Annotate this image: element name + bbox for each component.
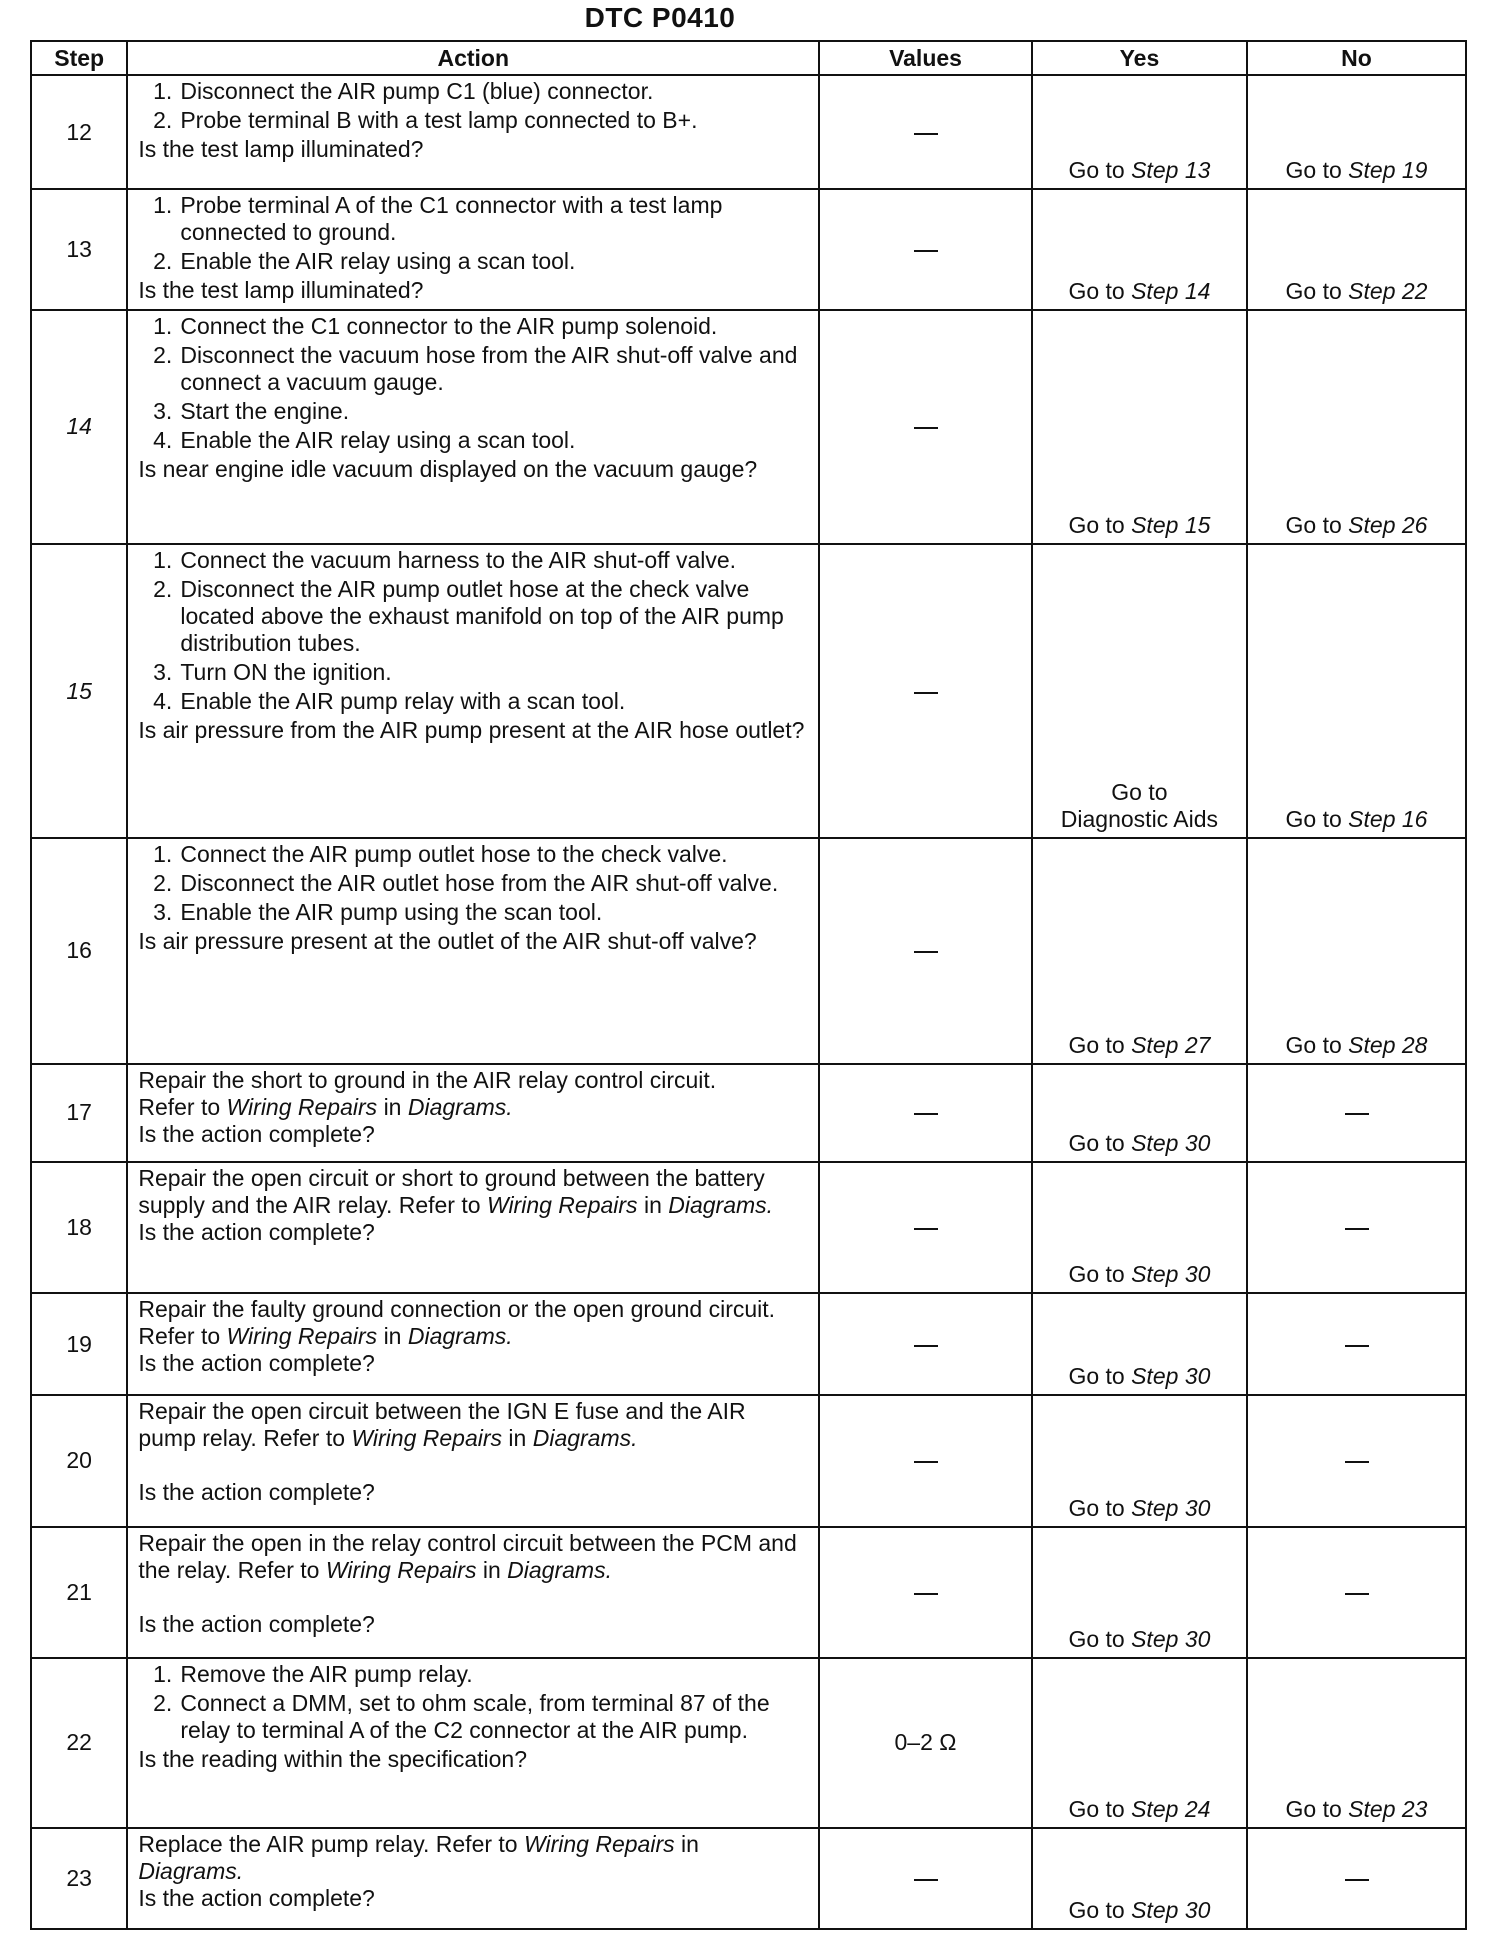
step-number: 12 xyxy=(31,75,127,189)
no-cell: Go to Step 28 xyxy=(1247,838,1466,1063)
table-row xyxy=(31,1828,1466,1929)
question: Is near engine idle vacuum displayed on the vacuum gauge? xyxy=(138,455,758,482)
no-cell: Go to Step 26 xyxy=(1247,310,1466,545)
list-item: 2. Disconnect the AIR outlet hose from the AIR shut-off valve. xyxy=(153,870,779,897)
action-text: Repair the faulty ground connection or the open ground circuit. Refer to Wiring Repairs in Diagrams. xyxy=(138,1296,776,1350)
list-item: 3. Turn ON the ignition. xyxy=(153,659,392,686)
value-cell xyxy=(819,1162,1032,1293)
action-cell xyxy=(127,1527,819,1658)
table-row xyxy=(31,544,1466,838)
action-cell xyxy=(127,1828,819,1929)
value-cell xyxy=(819,544,1032,838)
table-row xyxy=(31,1162,1466,1293)
dash-icon xyxy=(914,951,938,953)
no-cell: Go to Step 19 xyxy=(1247,75,1466,189)
list-item: 4. Enable the AIR relay using a scan tool. xyxy=(153,426,576,453)
dash-icon xyxy=(1345,1228,1369,1230)
step-number: 16 xyxy=(31,838,127,1063)
action-text: Repair the open circuit or short to ground between the battery supply and the AIR relay. Refer to Wiring Repairs in Diagrams. xyxy=(138,1164,774,1218)
no-cell: Go to Step 23 xyxy=(1247,1658,1466,1828)
list-item: 1. Connect the AIR pump outlet hose to the check valve. xyxy=(153,841,728,868)
yes-cell: Go to Step 27 xyxy=(1032,838,1247,1063)
list-item: 1. Remove the AIR pump relay. xyxy=(153,1660,473,1687)
question: Is the action complete? xyxy=(138,1884,375,1911)
no-cell xyxy=(1247,1064,1466,1162)
list-item: 1. Connect the C1 connector to the AIR pump solenoid. xyxy=(153,312,718,339)
value-cell xyxy=(819,75,1032,189)
question: Is air pressure present at the outlet of the AIR shut-off valve? xyxy=(138,928,757,955)
no-cell xyxy=(1247,1395,1466,1526)
dash-icon xyxy=(914,1113,938,1115)
list-item: 2. Probe terminal B with a test lamp connected to B+. xyxy=(153,107,698,133)
step-number: 20 xyxy=(31,1395,127,1526)
list-item: 1. Probe terminal A of the C1 connector with a test lamp connected to ground. xyxy=(153,192,723,246)
header-yes: Yes xyxy=(1032,41,1247,75)
dash-icon xyxy=(914,133,938,135)
value-cell xyxy=(819,1293,1032,1395)
question: Is the action complete? xyxy=(138,1350,375,1377)
list-item: 4. Enable the AIR pump relay with a scan tool. xyxy=(153,688,626,715)
table-row xyxy=(31,310,1466,545)
list-item: 2. Enable the AIR relay using a scan tool. xyxy=(153,248,576,275)
step-number: 22 xyxy=(31,1658,127,1828)
list-item: 1. Connect the vacuum harness to the AIR shut-off valve. xyxy=(153,547,737,574)
diagnostic-table xyxy=(30,40,1467,1930)
dash-icon xyxy=(914,692,938,694)
yes-cell: Go to Diagnostic Aids xyxy=(1032,544,1247,838)
page-title: DTC P0410 xyxy=(584,2,736,33)
dash-icon xyxy=(914,1879,938,1881)
value-cell xyxy=(819,1395,1032,1526)
action-text: Replace the AIR pump relay. Refer to Wiring Repairs in Diagrams. xyxy=(138,1830,699,1884)
list-item: 2. Connect a DMM, set to ohm scale, from terminal 87 of the relay to terminal A of the C2 connector at the AIR pump. xyxy=(153,1689,770,1743)
dash-icon xyxy=(914,1461,938,1463)
no-cell xyxy=(1247,1527,1466,1658)
yes-cell: Go to Step 30 xyxy=(1032,1293,1247,1395)
value-cell xyxy=(819,310,1032,545)
step-number: 13 xyxy=(31,189,127,309)
step-number: 18 xyxy=(31,1162,127,1293)
step-number: 14 xyxy=(31,310,127,545)
action-cell xyxy=(127,1064,819,1162)
step-number: 21 xyxy=(31,1527,127,1658)
yes-cell: Go to Step 30 xyxy=(1032,1064,1247,1162)
step-number: 23 xyxy=(31,1828,127,1929)
header-action: Action xyxy=(127,41,819,75)
action-cell xyxy=(127,544,819,838)
yes-cell: Go to Step 13 xyxy=(1032,75,1247,189)
table-row xyxy=(31,1395,1466,1526)
list-item: 3. Enable the AIR pump using the scan tool. xyxy=(153,899,603,926)
table-row xyxy=(31,1064,1466,1162)
action-text: Repair the open circuit between the IGN E fuse and the AIR pump relay. Refer to Wiring Repairs in Diagrams. xyxy=(138,1398,746,1452)
action-cell xyxy=(127,1162,819,1293)
dash-icon xyxy=(914,1345,938,1347)
yes-cell: Go to Step 30 xyxy=(1032,1527,1247,1658)
no-cell: Go to Step 22 xyxy=(1247,189,1466,309)
list-item: 2. Disconnect the vacuum hose from the AIR shut-off valve and connect a vacuum gauge. xyxy=(153,341,798,395)
action-cell xyxy=(127,189,819,309)
action-cell xyxy=(127,838,819,1063)
question: Is the action complete? xyxy=(138,1610,375,1637)
dash-icon xyxy=(914,1228,938,1230)
action-text: Repair the open in the relay control circuit between the PCM and the relay. Refer to Wiring Repairs in Diagrams. xyxy=(138,1529,797,1583)
action-cell xyxy=(127,1293,819,1395)
question: Is the action complete? xyxy=(138,1218,375,1245)
table-row xyxy=(31,1658,1466,1828)
dash-icon xyxy=(1345,1593,1369,1595)
dash-icon xyxy=(1345,1345,1369,1347)
list-item: 2. Disconnect the AIR pump outlet hose at the check valve located above the exhaust manifold on top of the AIR pump distribution tubes. xyxy=(153,576,784,657)
list-item: 1. Disconnect the AIR pump C1 (blue) connector. xyxy=(153,78,654,104)
action-cell xyxy=(127,310,819,545)
dash-icon xyxy=(914,1593,938,1595)
no-cell xyxy=(1247,1828,1466,1929)
step-number: 17 xyxy=(31,1064,127,1162)
dash-icon xyxy=(1345,1879,1369,1881)
action-cell xyxy=(127,1658,819,1828)
question: Is air pressure from the AIR pump present at the AIR hose outlet? xyxy=(138,717,805,744)
header-values: Values xyxy=(819,41,1032,75)
no-cell: Go to Step 16 xyxy=(1247,544,1466,838)
value-cell: 0–2 Ω xyxy=(819,1658,1032,1828)
table-header-row xyxy=(31,41,1466,75)
question: Is the reading within the specification? xyxy=(138,1745,528,1772)
list-item: 3. Start the engine. xyxy=(153,397,350,424)
header-step: Step xyxy=(31,41,127,75)
table-row xyxy=(31,75,1466,189)
yes-cell: Go to Step 15 xyxy=(1032,310,1247,545)
action-cell xyxy=(127,1395,819,1526)
table-row xyxy=(31,189,1466,309)
dash-icon xyxy=(914,427,938,429)
step-number: 15 xyxy=(31,544,127,838)
value-cell xyxy=(819,1064,1032,1162)
value-cell xyxy=(819,189,1032,309)
reference: Refer to Wiring Repairs in Diagrams. xyxy=(138,1093,513,1120)
action-text: Repair the short to ground in the AIR relay control circuit. xyxy=(138,1066,717,1093)
yes-cell: Go to Step 14 xyxy=(1032,189,1247,309)
question: Is the action complete? xyxy=(138,1120,375,1147)
table-row xyxy=(31,838,1466,1063)
value-cell xyxy=(819,838,1032,1063)
yes-cell: Go to Step 30 xyxy=(1032,1395,1247,1526)
value-cell xyxy=(819,1527,1032,1658)
table-row xyxy=(31,1527,1466,1658)
no-cell xyxy=(1247,1293,1466,1395)
yes-cell: Go to Step 30 xyxy=(1032,1828,1247,1929)
question: Is the test lamp illuminated? xyxy=(138,277,424,304)
question: Is the action complete? xyxy=(138,1479,375,1506)
dash-icon xyxy=(1345,1461,1369,1463)
yes-cell: Go to Step 30 xyxy=(1032,1162,1247,1293)
action-cell xyxy=(127,75,819,189)
yes-cell: Go to Step 24 xyxy=(1032,1658,1247,1828)
header-no: No xyxy=(1247,41,1466,75)
table-row xyxy=(31,1293,1466,1395)
step-number: 19 xyxy=(31,1293,127,1395)
question: Is the test lamp illuminated? xyxy=(138,136,424,162)
value-cell xyxy=(819,1828,1032,1929)
dash-icon xyxy=(1345,1113,1369,1115)
dash-icon xyxy=(914,250,938,252)
no-cell xyxy=(1247,1162,1466,1293)
